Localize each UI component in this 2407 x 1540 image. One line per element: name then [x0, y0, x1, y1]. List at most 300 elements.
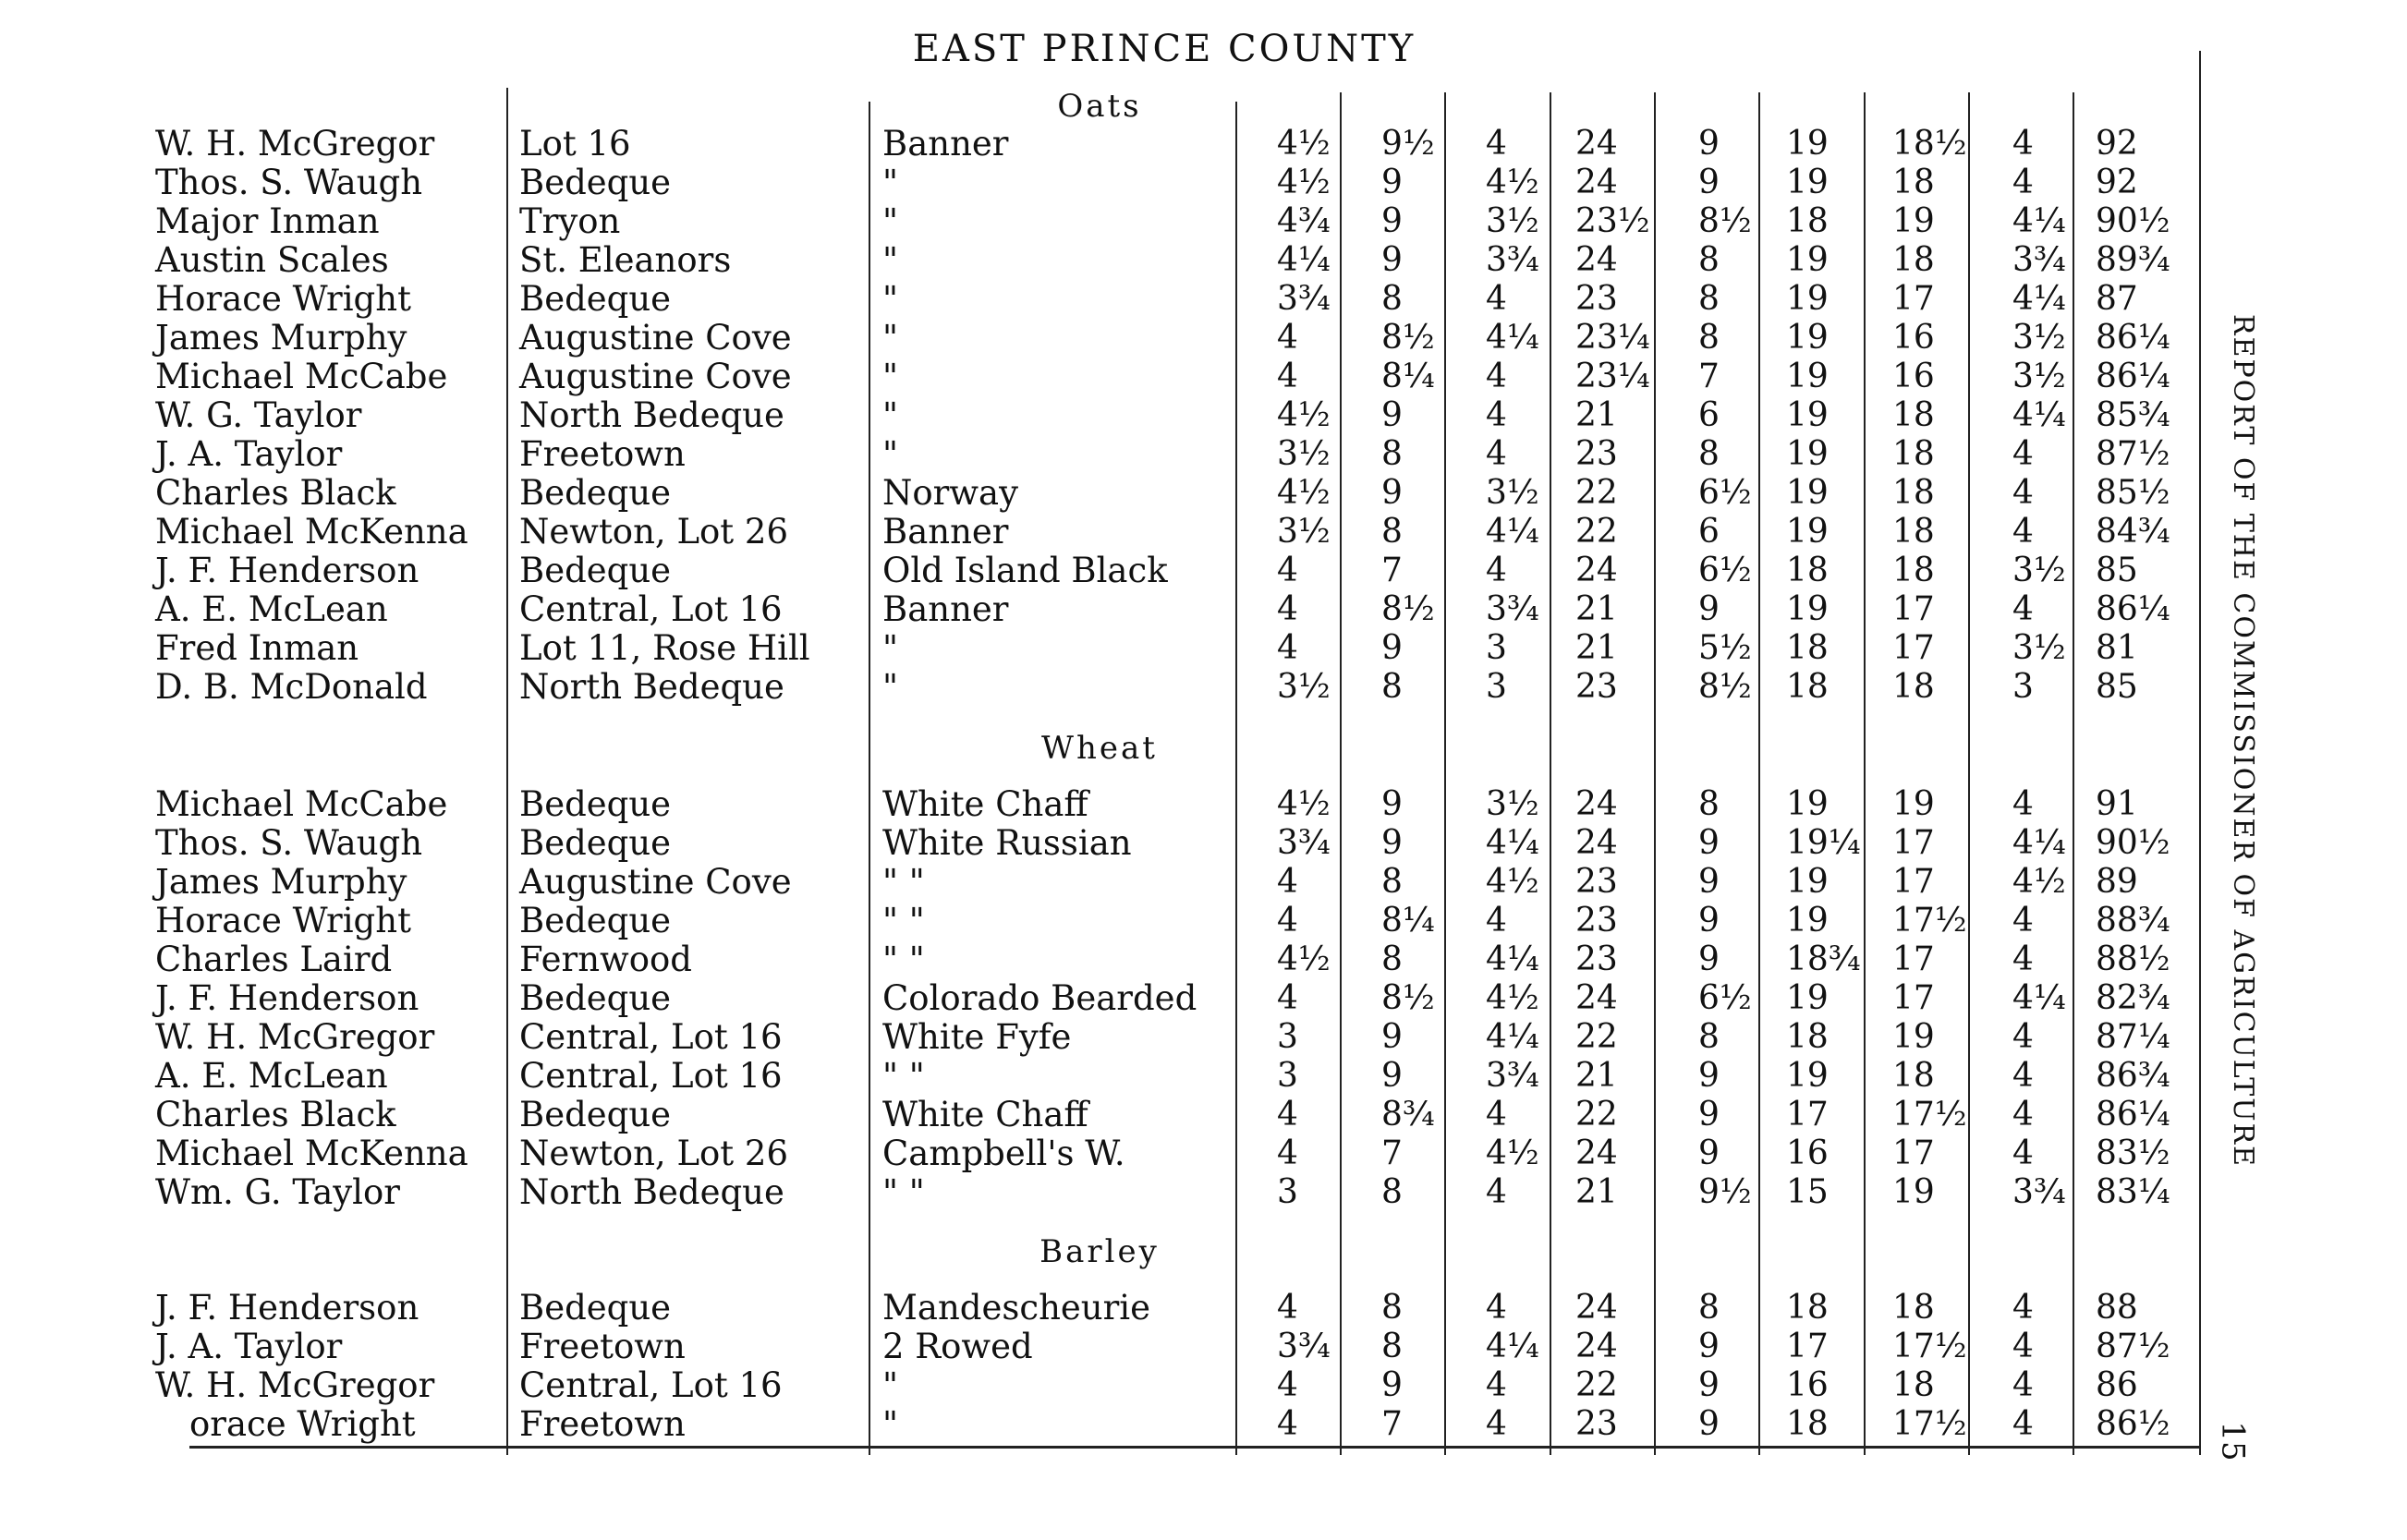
score-cell: 4 [1277, 863, 1298, 901]
score-cell: 4 [2012, 940, 2034, 978]
score-cell: 17½ [1892, 1096, 1967, 1134]
score-cell: 17 [1892, 863, 1935, 901]
score-cell: 4 [1277, 1366, 1298, 1404]
score-cell: 4 [2012, 1057, 2034, 1095]
score-cell: 8½ [1381, 979, 1435, 1017]
score-cell: 4 [1486, 358, 1507, 395]
score-cell: 9 [1381, 396, 1403, 434]
variety-cell: " [882, 628, 899, 668]
score-cell: 23 [1575, 940, 1618, 978]
score-cell: 19 [1786, 319, 1829, 357]
location-cell: Bedeque [519, 978, 672, 1018]
score-cell: 8½ [1381, 319, 1435, 357]
table-row [0, 552, 2199, 590]
score-cell: 18 [1892, 552, 1935, 589]
score-cell: 4 [2012, 1328, 2034, 1365]
score-cell: 19 [1786, 863, 1829, 901]
score-cell: 4 [1486, 435, 1507, 473]
variety-cell: " [882, 434, 899, 474]
score-cell: 4¼ [1486, 319, 1539, 357]
location-cell: Lot 11, Rose Hill [519, 628, 810, 668]
score-cell: 3¾ [1277, 1328, 1331, 1365]
table-row [0, 1328, 2199, 1366]
section-heading: Barley [1039, 1233, 1160, 1270]
score-cell: 8½ [1698, 668, 1752, 706]
score-cell: 17 [1786, 1096, 1829, 1134]
table-row [0, 358, 2199, 396]
score-cell: 19 [1786, 164, 1829, 201]
score-cell: 23½ [1575, 202, 1650, 240]
score-cell: 8½ [1698, 202, 1752, 240]
page-title: EAST PRINCE COUNTY [912, 28, 1416, 70]
score-cell: 4¼ [1277, 241, 1331, 279]
location-cell: Central, Lot 16 [519, 1056, 783, 1096]
score-cell: 18½ [1892, 125, 1967, 163]
score-cell: 9 [1381, 202, 1403, 240]
section-heading: Wheat [1041, 730, 1158, 767]
score-cell: 18 [1786, 552, 1829, 589]
score-cell: 4 [1277, 629, 1298, 667]
score-cell: 4 [2012, 1096, 2034, 1134]
score-cell: 88 [2096, 1289, 2138, 1327]
score-cell: 8 [1381, 1328, 1403, 1365]
score-cell: 87½ [2096, 1328, 2170, 1365]
score-cell: 18 [1892, 513, 1935, 551]
score-cell: 9½ [1381, 125, 1435, 163]
score-cell: 9 [1381, 474, 1403, 512]
variety-cell: " [882, 240, 899, 280]
score-cell: 3 [1486, 629, 1507, 667]
score-cell: 9 [1381, 1057, 1403, 1095]
score-cell: 17 [1892, 940, 1935, 978]
entrant-name-cell: Horace Wright [155, 901, 411, 940]
location-cell: Bedeque [519, 823, 672, 863]
score-cell: 3½ [1486, 474, 1539, 512]
location-cell: Bedeque [519, 473, 672, 513]
score-cell: 8 [1698, 280, 1720, 318]
score-cell: 23¼ [1575, 358, 1650, 395]
score-cell: 17½ [1892, 1405, 1967, 1443]
score-cell: 19 [1892, 1018, 1935, 1056]
score-cell: 4 [1277, 552, 1298, 589]
score-cell: 23¼ [1575, 319, 1650, 357]
score-cell: 21 [1575, 1173, 1618, 1211]
score-cell: 3 [1277, 1173, 1298, 1211]
variety-cell: " [882, 395, 899, 435]
score-cell: 9 [1698, 1328, 1720, 1365]
score-cell: 16 [1786, 1366, 1829, 1404]
table-row [0, 1405, 2199, 1444]
location-cell: Bedeque [519, 163, 672, 202]
score-cell: 6 [1698, 396, 1720, 434]
score-cell: 6½ [1698, 552, 1752, 589]
score-cell: 3¾ [1486, 241, 1539, 279]
score-cell: 19¼ [1786, 824, 1861, 862]
score-cell: 3¾ [2012, 241, 2066, 279]
score-cell: 3½ [1486, 785, 1539, 823]
score-cell: 4 [1277, 358, 1298, 395]
score-cell: 88¾ [2096, 902, 2170, 940]
score-cell: 89 [2096, 863, 2138, 901]
score-cell: 16 [1892, 358, 1935, 395]
score-cell: 17 [1892, 280, 1935, 318]
score-cell: 86¼ [2096, 590, 2170, 628]
score-cell: 9 [1381, 241, 1403, 279]
score-cell: 15 [1786, 1173, 1829, 1211]
score-cell: 19 [1786, 358, 1829, 395]
score-cell: 8 [1698, 241, 1720, 279]
score-cell: 6½ [1698, 979, 1752, 1017]
score-cell: 19 [1786, 785, 1829, 823]
score-cell: 4¼ [2012, 280, 2066, 318]
score-cell: 4 [2012, 590, 2034, 628]
score-cell: 9 [1381, 1366, 1403, 1404]
score-cell: 85 [2096, 552, 2138, 589]
score-cell: 4¼ [2012, 396, 2066, 434]
score-cell: 4½ [1486, 1134, 1539, 1172]
score-cell: 8 [1698, 785, 1720, 823]
score-cell: 21 [1575, 590, 1618, 628]
score-cell: 4 [2012, 474, 2034, 512]
score-cell: 22 [1575, 513, 1618, 551]
score-cell: 87½ [2096, 435, 2170, 473]
table-row [0, 396, 2199, 435]
score-cell: 86¼ [2096, 319, 2170, 357]
score-cell: 3½ [2012, 629, 2066, 667]
entrant-name-cell: W. H. McGregor [155, 124, 435, 164]
entrant-name-cell: Austin Scales [155, 240, 389, 280]
score-cell: 85¾ [2096, 396, 2170, 434]
score-cell: 24 [1575, 1328, 1618, 1365]
score-cell: 17 [1892, 979, 1935, 1017]
score-cell: 3½ [2012, 319, 2066, 357]
entrant-name-cell: D. B. McDonald [155, 667, 428, 707]
score-cell: 9 [1698, 902, 1720, 940]
score-cell: 7 [1381, 552, 1403, 589]
score-cell: 8 [1381, 940, 1403, 978]
score-cell: 17 [1892, 1134, 1935, 1172]
variety-cell: Banner [882, 512, 1009, 552]
score-cell: 9 [1698, 164, 1720, 201]
score-cell: 19 [1786, 513, 1829, 551]
score-cell: 9 [1381, 785, 1403, 823]
score-cell: 4½ [1486, 863, 1539, 901]
score-cell: 18 [1892, 241, 1935, 279]
location-cell: Bedeque [519, 551, 672, 590]
score-cell: 92 [2096, 125, 2138, 163]
score-cell: 18¾ [1786, 940, 1861, 978]
score-cell: 84¾ [2096, 513, 2170, 551]
entrant-name-cell: W. H. McGregor [155, 1365, 435, 1405]
location-cell: Freetown [519, 434, 686, 474]
score-cell: 17 [1892, 590, 1935, 628]
score-cell: 4 [2012, 1289, 2034, 1327]
location-cell: Bedeque [519, 784, 672, 824]
score-cell: 82¾ [2096, 979, 2170, 1017]
entrant-name-cell: W. H. McGregor [155, 1017, 435, 1057]
location-cell: Newton, Lot 26 [519, 1134, 788, 1173]
entrant-name-cell: J. F. Henderson [155, 551, 419, 590]
score-cell: 4 [1277, 1096, 1298, 1134]
score-cell: 21 [1575, 396, 1618, 434]
entrant-name-cell: Charles Black [155, 1095, 396, 1134]
score-cell: 24 [1575, 824, 1618, 862]
table-row [0, 902, 2199, 940]
score-cell: 9 [1698, 940, 1720, 978]
table-row [0, 1366, 2199, 1405]
score-cell: 3½ [1277, 435, 1331, 473]
variety-cell: White Chaff [882, 1095, 1088, 1134]
score-cell: 19 [1786, 590, 1829, 628]
score-cell: 4¼ [1486, 513, 1539, 551]
score-cell: 9 [1381, 629, 1403, 667]
score-cell: 92 [2096, 164, 2138, 201]
score-cell: 4 [1486, 552, 1507, 589]
score-cell: 23 [1575, 863, 1618, 901]
running-head [2218, 314, 2264, 1201]
score-cell: 9 [1698, 1405, 1720, 1443]
score-cell: 4 [1486, 1366, 1507, 1404]
score-cell: 8 [1381, 435, 1403, 473]
table-row [0, 125, 2199, 164]
score-cell: 8¼ [1381, 358, 1435, 395]
entrant-name-cell: J. F. Henderson [155, 1288, 419, 1328]
score-cell: 87¼ [2096, 1018, 2170, 1056]
score-cell: 4¼ [1486, 940, 1539, 978]
score-cell: 17½ [1892, 1328, 1967, 1365]
score-cell: 88½ [2096, 940, 2170, 978]
score-cell: 3½ [1486, 202, 1539, 240]
variety-cell: Banner [882, 124, 1009, 164]
location-cell: North Bedeque [519, 667, 784, 707]
score-cell: 4 [1486, 280, 1507, 318]
score-cell: 8 [1698, 435, 1720, 473]
entrant-name-cell: Michael McKenna [155, 1134, 468, 1173]
table-row [0, 241, 2199, 280]
score-cell: 18 [1786, 202, 1829, 240]
score-cell: 4½ [1277, 785, 1331, 823]
table-row [0, 202, 2199, 241]
score-cell: 18 [1892, 164, 1935, 201]
variety-cell: " [882, 667, 899, 707]
location-cell: Freetown [519, 1404, 686, 1444]
score-cell: 24 [1575, 1134, 1618, 1172]
entrant-name-cell: Horace Wright [155, 279, 411, 319]
score-cell: 83¼ [2096, 1173, 2170, 1211]
score-cell: 4 [2012, 785, 2034, 823]
entrant-name-cell: Thos. S. Waugh [155, 163, 423, 202]
score-cell: 9 [1698, 1366, 1720, 1404]
variety-cell: " [882, 163, 899, 202]
entrant-name-cell: W. G. Taylor [155, 395, 362, 435]
variety-cell: Old Island Black [882, 551, 1168, 590]
score-cell: 90½ [2096, 202, 2170, 240]
score-cell: 4½ [1486, 979, 1539, 1017]
column-rule [2199, 51, 2201, 1455]
variety-cell: Colorado Bearded [882, 978, 1197, 1018]
score-cell: 19 [1786, 435, 1829, 473]
score-cell: 3¾ [1486, 1057, 1539, 1095]
score-cell: 9 [1698, 1134, 1720, 1172]
table-row [0, 164, 2199, 202]
score-cell: 8 [1381, 863, 1403, 901]
score-cell: 4 [2012, 164, 2034, 201]
score-cell: 9 [1698, 1096, 1720, 1134]
score-cell: 4¼ [2012, 979, 2066, 1017]
table-row [0, 1057, 2199, 1096]
score-cell: 9 [1381, 164, 1403, 201]
variety-cell: " [882, 318, 899, 358]
score-cell: 3½ [1277, 668, 1331, 706]
variety-cell: Campbell's W. [882, 1134, 1125, 1173]
score-cell: 4 [1486, 902, 1507, 940]
score-cell: 8 [1381, 513, 1403, 551]
location-cell: North Bedeque [519, 395, 784, 435]
score-cell: 4¼ [2012, 824, 2066, 862]
score-cell: 4¼ [2012, 202, 2066, 240]
entrant-name-cell: Michael McCabe [155, 357, 448, 396]
score-cell: 18 [1892, 474, 1935, 512]
score-cell: 4 [2012, 902, 2034, 940]
score-cell: 4¾ [1277, 202, 1331, 240]
score-cell: 19 [1786, 1057, 1829, 1095]
entrant-name-cell: Major Inman [155, 201, 380, 241]
score-cell: 18 [1892, 396, 1935, 434]
location-cell: North Bedeque [519, 1172, 784, 1212]
score-cell: 7 [1381, 1134, 1403, 1172]
entrant-name-cell: A. E. McLean [155, 1056, 388, 1096]
score-cell: 23 [1575, 668, 1618, 706]
score-cell: 9 [1381, 824, 1403, 862]
score-cell: 86½ [2096, 1405, 2170, 1443]
score-cell: 18 [1786, 1018, 1829, 1056]
score-cell: 3½ [1277, 513, 1331, 551]
table-row [0, 513, 2199, 552]
score-cell: 17½ [1892, 902, 1967, 940]
score-cell: 4½ [1277, 474, 1331, 512]
location-cell: Bedeque [519, 901, 672, 940]
score-cell: 8¼ [1381, 902, 1435, 940]
score-cell: 4 [2012, 435, 2034, 473]
score-cell: 23 [1575, 902, 1618, 940]
score-cell: 90½ [2096, 824, 2170, 862]
entrant-name-cell: James Murphy [155, 862, 407, 902]
score-cell: 18 [1892, 1366, 1935, 1404]
score-cell: 22 [1575, 1018, 1618, 1056]
score-cell: 4 [1277, 979, 1298, 1017]
score-cell: 3¾ [1486, 590, 1539, 628]
table-row [0, 1018, 2199, 1057]
score-cell: 18 [1786, 1289, 1829, 1327]
score-cell: 6 [1698, 513, 1720, 551]
score-cell: 85½ [2096, 474, 2170, 512]
score-cell: 17 [1786, 1328, 1829, 1365]
score-cell: 24 [1575, 785, 1618, 823]
table-row [0, 1289, 2199, 1328]
location-cell: Fernwood [519, 940, 692, 979]
score-cell: 7 [1381, 1405, 1403, 1443]
score-cell: 4 [1486, 1173, 1507, 1211]
score-cell: 8 [1698, 1018, 1720, 1056]
variety-cell: White Fyfe [882, 1017, 1072, 1057]
score-cell: 18 [1892, 435, 1935, 473]
score-cell: 23 [1575, 435, 1618, 473]
score-cell: 18 [1892, 1289, 1935, 1327]
score-cell: 86¼ [2096, 1096, 2170, 1134]
score-cell: 87 [2096, 280, 2138, 318]
entrant-name-cell: Fred Inman [155, 628, 359, 668]
table-row [0, 824, 2199, 863]
score-cell: 85 [2096, 668, 2138, 706]
score-cell: 83½ [2096, 1134, 2170, 1172]
variety-cell: " " [882, 940, 925, 979]
table-row [0, 1096, 2199, 1134]
score-cell: 4 [2012, 1366, 2034, 1404]
table-row [0, 590, 2199, 629]
score-cell: 24 [1575, 979, 1618, 1017]
score-cell: 4 [1486, 396, 1507, 434]
score-cell: 8 [1381, 280, 1403, 318]
entrant-name-cell: Wm. G. Taylor [155, 1172, 400, 1212]
table-row [0, 435, 2199, 474]
table-row [0, 1134, 2199, 1173]
score-cell: 16 [1786, 1134, 1829, 1172]
location-cell: Freetown [519, 1327, 686, 1366]
score-cell: 4 [1486, 1289, 1507, 1327]
score-cell: 17 [1892, 824, 1935, 862]
score-cell: 4¼ [1486, 824, 1539, 862]
score-cell: 4¼ [1486, 1018, 1539, 1056]
score-cell: 23 [1575, 280, 1618, 318]
location-cell: Newton, Lot 26 [519, 512, 788, 552]
location-cell: Central, Lot 16 [519, 1365, 783, 1405]
score-cell: 3¾ [1277, 824, 1331, 862]
score-cell: 3 [2012, 668, 2034, 706]
entrant-name-cell: Michael McKenna [155, 512, 468, 552]
score-cell: 4½ [1486, 164, 1539, 201]
score-cell: 4 [1486, 1096, 1507, 1134]
score-cell: 8 [1381, 1173, 1403, 1211]
score-cell: 4½ [1277, 125, 1331, 163]
variety-cell: White Russian [882, 823, 1132, 863]
score-cell: 19 [1892, 202, 1935, 240]
variety-cell: " " [882, 862, 925, 902]
bottom-rule [189, 1446, 2199, 1449]
score-cell: 21 [1575, 1057, 1618, 1095]
score-cell: 4 [1277, 902, 1298, 940]
location-cell: Central, Lot 16 [519, 1017, 783, 1057]
score-cell: 17 [1892, 629, 1935, 667]
score-cell: 22 [1575, 1096, 1618, 1134]
score-cell: 19 [1786, 979, 1829, 1017]
score-cell: 22 [1575, 474, 1618, 512]
score-cell: 21 [1575, 629, 1618, 667]
score-cell: 8 [1698, 1289, 1720, 1327]
score-cell: 4 [1277, 319, 1298, 357]
variety-cell: " [882, 357, 899, 396]
variety-cell: " [882, 279, 899, 319]
section-heading: Oats [1057, 88, 1142, 125]
score-cell: 4 [1277, 590, 1298, 628]
score-cell: 4 [1277, 1405, 1298, 1443]
score-cell: 8 [1381, 668, 1403, 706]
entrant-name-cell: J. F. Henderson [155, 978, 419, 1018]
score-cell: 9 [1698, 1057, 1720, 1095]
score-cell: 3¾ [1277, 280, 1331, 318]
score-cell: 24 [1575, 125, 1618, 163]
score-cell: 4½ [1277, 396, 1331, 434]
location-cell: Augustine Cove [519, 357, 792, 396]
